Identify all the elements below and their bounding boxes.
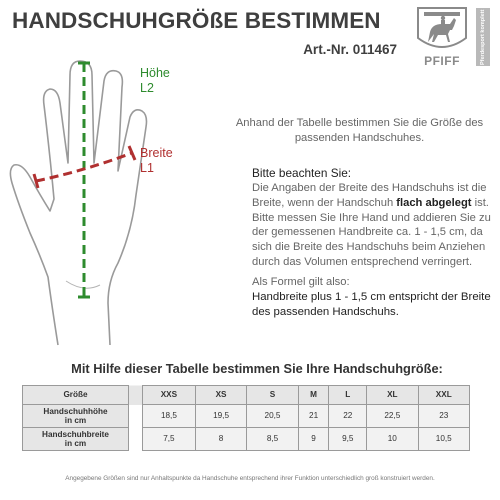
value-cell: 7,5 xyxy=(143,428,196,451)
value-cell: 19,5 xyxy=(195,405,246,428)
value-cell: 9 xyxy=(298,428,329,451)
article-number: Art.-Nr. 011467 xyxy=(303,42,397,57)
size-cell: M xyxy=(298,386,329,405)
size-table xyxy=(22,385,470,451)
size-cell: S xyxy=(247,386,298,405)
row-label: Handschuhbreite in cm xyxy=(23,428,129,451)
size-cell: XS xyxy=(195,386,246,405)
value-cell: 10,5 xyxy=(418,428,469,451)
value-cell: 22 xyxy=(329,405,367,428)
width-label: Breite L1 xyxy=(140,146,173,175)
intro-text: Anhand der Tabelle bestimmen Sie die Größe des passenden Handschuhes. xyxy=(235,117,484,144)
table-row xyxy=(23,405,470,428)
value-cell: 20,5 xyxy=(247,405,298,428)
table-title: Mit Hilfe dieser Tabelle bestimmen Sie Ihre Handschuhgröße: xyxy=(71,361,443,376)
horse-rider-logo-icon xyxy=(410,4,474,56)
value-cell: 8,5 xyxy=(247,428,298,451)
page-title: HANDSCHUHGRÖßE BESTIMMEN xyxy=(12,8,381,33)
brand-logo xyxy=(410,4,492,68)
value-cell: 10 xyxy=(367,428,418,451)
size-cell: L xyxy=(329,386,367,405)
value-cell: 18,5 xyxy=(143,405,196,428)
hand-diagram xyxy=(0,45,240,365)
value-cell: 22,5 xyxy=(367,405,418,428)
size-header-label: Größe xyxy=(23,386,129,405)
formula-text: Handbreite plus 1 - 1,5 cm entspricht der Breite des passenden Handschuhs. xyxy=(252,291,491,318)
logo-wordmark: PFIFF xyxy=(424,54,460,68)
size-cell: XXS xyxy=(143,386,196,405)
value-cell: 9,5 xyxy=(329,428,367,451)
table-row xyxy=(23,428,470,451)
hand-outline xyxy=(10,61,146,345)
formula-label: Als Formel gilt also: xyxy=(252,276,350,288)
note-heading: Bitte beachten Sie: xyxy=(252,166,352,180)
height-label: Höhe L2 xyxy=(140,66,170,95)
size-header-row xyxy=(23,386,470,405)
value-cell: 23 xyxy=(418,405,469,428)
size-cell: XXL xyxy=(418,386,469,405)
note-text: Die Angaben der Breite des Handschuhs ist die Breite, wenn der Handschuh flach abgelegt ist. Bitte messen Sie Ihre Hand und addieren Sie zu der gemessenen Handbreite ca. 1 - 1,5 cm, da sich die Breite des Handschuhs beim Anziehen durch das Volumen entsprechend verringert. xyxy=(252,182,491,268)
row-label: Handschuhhöhe in cm xyxy=(23,405,129,428)
value-cell: 8 xyxy=(195,428,246,451)
footnote: Angegebene Größen sind nur Anhaltspunkte da Handschuhe entsprechend ihrer Funktion unterschiedlich groß konstruiert werden. xyxy=(65,475,435,482)
size-cell: XL xyxy=(367,386,418,405)
logo-side-text: Pferdesport komplett xyxy=(476,8,490,66)
value-cell: 21 xyxy=(298,405,329,428)
